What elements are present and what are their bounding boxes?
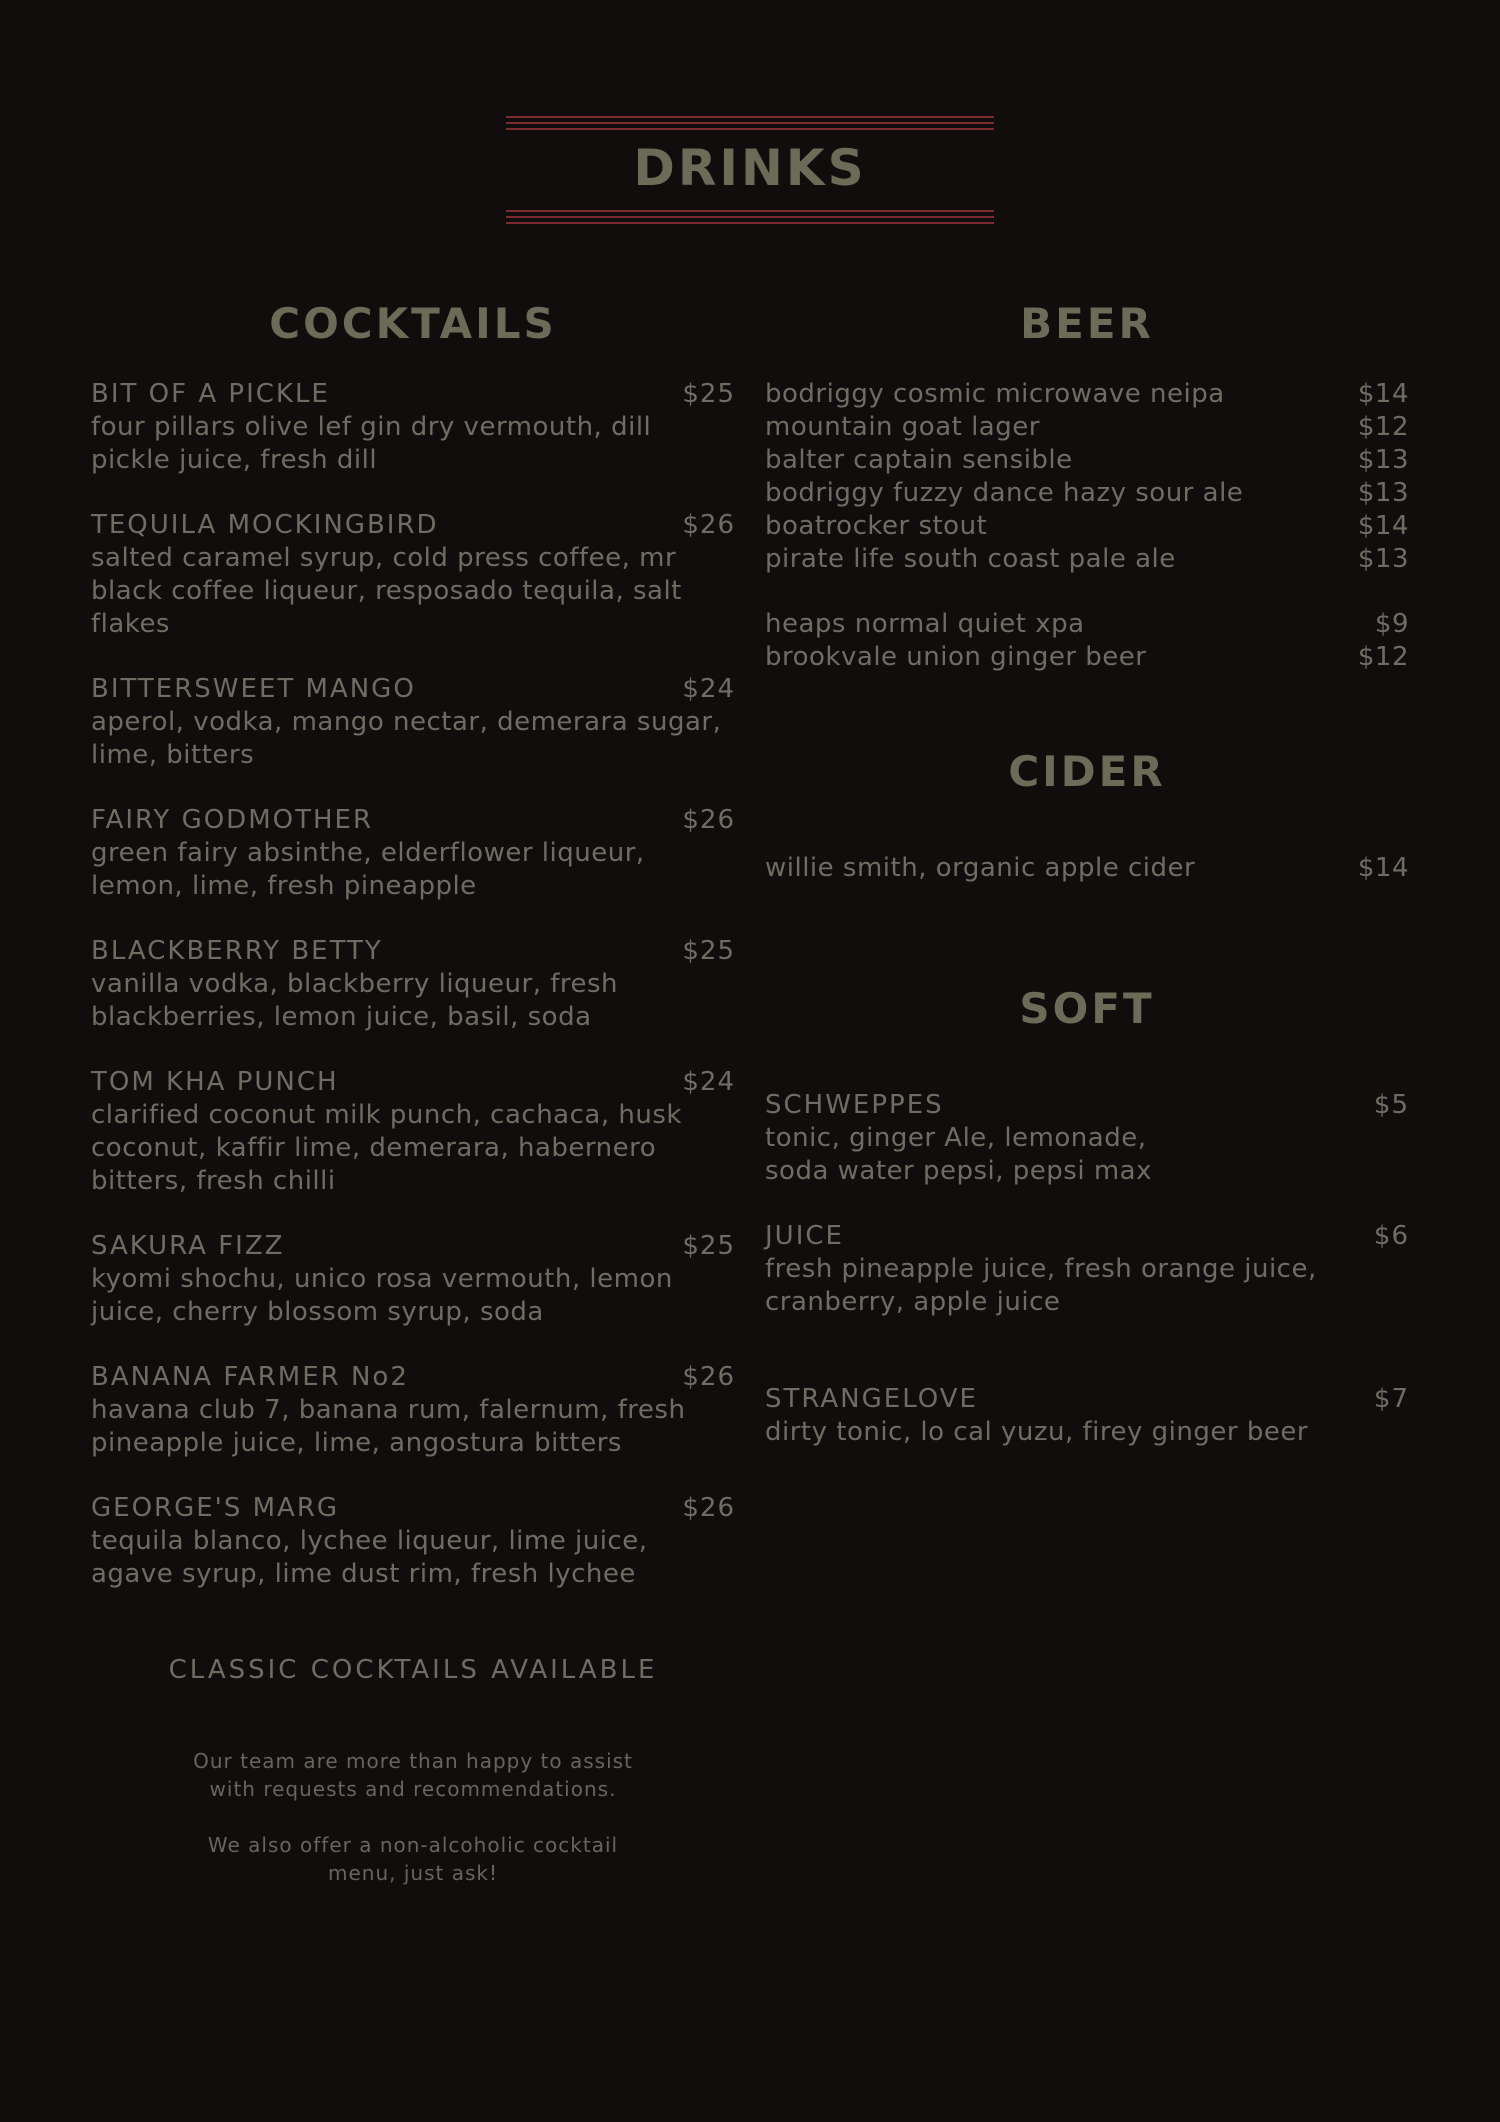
beer-item xyxy=(765,378,1409,411)
top-decorative-rules xyxy=(506,116,994,130)
soft-description: tonic, ginger Ale, lemonade, xyxy=(765,1123,1147,1153)
beer-price: $9 xyxy=(1374,609,1409,639)
cider-price: $14 xyxy=(1357,853,1409,883)
assistance-note: Our team are more than happy to assist with requests and recommendations. xyxy=(193,1749,633,1801)
cocktail-price: $25 xyxy=(682,379,735,409)
cocktail-price: $26 xyxy=(682,510,735,540)
cocktail-description: kyomi shochu, unico rosa vermouth, lemon juice, cherry blossom syrup, soda xyxy=(91,1264,673,1327)
cocktail-name: BANANA FARMER No2 xyxy=(91,1362,409,1392)
cocktail-item xyxy=(91,378,735,477)
beer-price: $13 xyxy=(1357,478,1409,508)
cocktail-description: aperol, vodka, mango nectar, demerara sugar, lime, bitters xyxy=(91,707,722,770)
cocktail-price: $26 xyxy=(682,1362,735,1392)
cider-item xyxy=(765,852,1409,885)
cocktail-name: GEORGE'S MARG xyxy=(91,1493,340,1523)
beer-price: $12 xyxy=(1357,642,1409,672)
beer-price: $12 xyxy=(1357,412,1409,442)
cocktail-description: tequila blanco, lychee liqueur, lime juice, agave syrup, lime dust rim, fresh lychee xyxy=(91,1526,648,1589)
beer-item xyxy=(765,510,1409,543)
soft-name: SCHWEPPES xyxy=(765,1090,944,1120)
beer-list-secondary xyxy=(765,608,1409,674)
cocktail-name: BIT OF A PICKLE xyxy=(91,379,330,409)
page-title: DRINKS xyxy=(633,139,867,197)
soft-item xyxy=(765,1383,1409,1449)
soft-title: SOFT xyxy=(1019,984,1155,1033)
cocktail-item xyxy=(91,509,735,641)
beer-title: BEER xyxy=(1020,299,1154,348)
beer-name: bodriggy fuzzy dance hazy sour ale xyxy=(765,478,1244,508)
soft-description: cranberry, apple juice xyxy=(765,1287,1061,1317)
cocktail-item xyxy=(91,1492,735,1591)
cocktail-item xyxy=(91,935,735,1034)
soft-price: $5 xyxy=(1373,1090,1409,1120)
cider-list xyxy=(765,852,1409,885)
cocktail-item xyxy=(91,1066,735,1198)
beer-item xyxy=(765,444,1409,477)
cocktail-name: TOM KHA PUNCH xyxy=(91,1067,339,1097)
right-column xyxy=(765,296,1409,1449)
soft-name: STRANGELOVE xyxy=(765,1384,978,1414)
cocktail-name: SAKURA FIZZ xyxy=(91,1231,285,1261)
beer-item xyxy=(765,641,1409,674)
beer-item xyxy=(765,608,1409,641)
cocktails-section xyxy=(91,296,735,1887)
cocktail-name: BLACKBERRY BETTY xyxy=(91,936,383,966)
soft-description: dirty tonic, lo cal yuzu, firey ginger beer xyxy=(765,1417,1309,1447)
cocktail-name: BITTERSWEET MANGO xyxy=(91,674,416,704)
cocktail-item xyxy=(91,804,735,903)
cider-name: willie smith, organic apple cider xyxy=(765,853,1196,883)
beer-price: $14 xyxy=(1357,379,1409,409)
beer-item xyxy=(765,543,1409,576)
soft-description: soda water pepsi, pepsi max xyxy=(765,1156,1152,1186)
cocktail-item xyxy=(91,1361,735,1460)
beer-list xyxy=(765,378,1409,576)
cider-title: CIDER xyxy=(1008,747,1166,796)
cocktail-price: $25 xyxy=(682,936,735,966)
beer-name: balter captain sensible xyxy=(765,445,1073,475)
soft-description: fresh pineapple juice, fresh orange juice, xyxy=(765,1254,1317,1284)
cocktail-price: $24 xyxy=(682,1067,735,1097)
cocktail-description: vanilla vodka, blackberry liqueur, fresh blackberries, lemon juice, basil, soda xyxy=(91,969,619,1032)
menu-header xyxy=(506,116,994,224)
beer-name: heaps normal quiet xpa xyxy=(765,609,1085,639)
beer-name: boatrocker stout xyxy=(765,511,988,541)
beer-item xyxy=(765,477,1409,510)
soft-price: $6 xyxy=(1373,1221,1409,1251)
cocktail-item xyxy=(91,673,735,772)
classic-cocktails-note: CLASSIC COCKTAILS AVAILABLE xyxy=(168,1655,658,1685)
beer-name: bodriggy cosmic microwave neipa xyxy=(765,379,1225,409)
beer-price: $14 xyxy=(1357,511,1409,541)
soft-item xyxy=(765,1089,1409,1188)
cocktail-name: FAIRY GODMOTHER xyxy=(91,805,374,835)
bottom-decorative-rules xyxy=(506,210,994,224)
cocktail-price: $25 xyxy=(682,1231,735,1261)
cocktails-title: COCKTAILS xyxy=(269,299,557,348)
beer-name: brookvale union ginger beer xyxy=(765,642,1147,672)
cocktail-price: $24 xyxy=(682,674,735,704)
beer-item xyxy=(765,411,1409,444)
cocktail-description: havana club 7, banana rum, falernum, fresh pineapple juice, lime, angostura bitters xyxy=(91,1395,686,1458)
soft-price: $7 xyxy=(1373,1384,1409,1414)
cocktail-description: green fairy absinthe, elderflower liqueur, lemon, lime, fresh pineapple xyxy=(91,838,645,901)
soft-name: JUICE xyxy=(765,1221,844,1251)
beer-name: mountain goat lager xyxy=(765,412,1040,442)
cocktail-price: $26 xyxy=(682,1493,735,1523)
cocktail-price: $26 xyxy=(682,805,735,835)
cocktail-name: TEQUILA MOCKINGBIRD xyxy=(91,510,439,540)
beer-price: $13 xyxy=(1357,445,1409,475)
cocktail-description: four pillars olive lef gin dry vermouth, dill pickle juice, fresh dill xyxy=(91,412,652,475)
non-alcoholic-note: We also offer a non-alcoholic cocktail menu, just ask! xyxy=(207,1833,619,1885)
beer-name: pirate life south coast pale ale xyxy=(765,544,1176,574)
cocktail-description: clarified coconut milk punch, cachaca, husk coconut, kaffir lime, demerara, habernero bitters, fresh chilli xyxy=(91,1100,682,1196)
soft-item xyxy=(765,1220,1409,1319)
cocktail-description: salted caramel syrup, cold press coffee, mr black coffee liqueur, resposado tequila, salt flakes xyxy=(91,543,682,639)
beer-price: $13 xyxy=(1357,544,1409,574)
cocktail-item xyxy=(91,1230,735,1329)
